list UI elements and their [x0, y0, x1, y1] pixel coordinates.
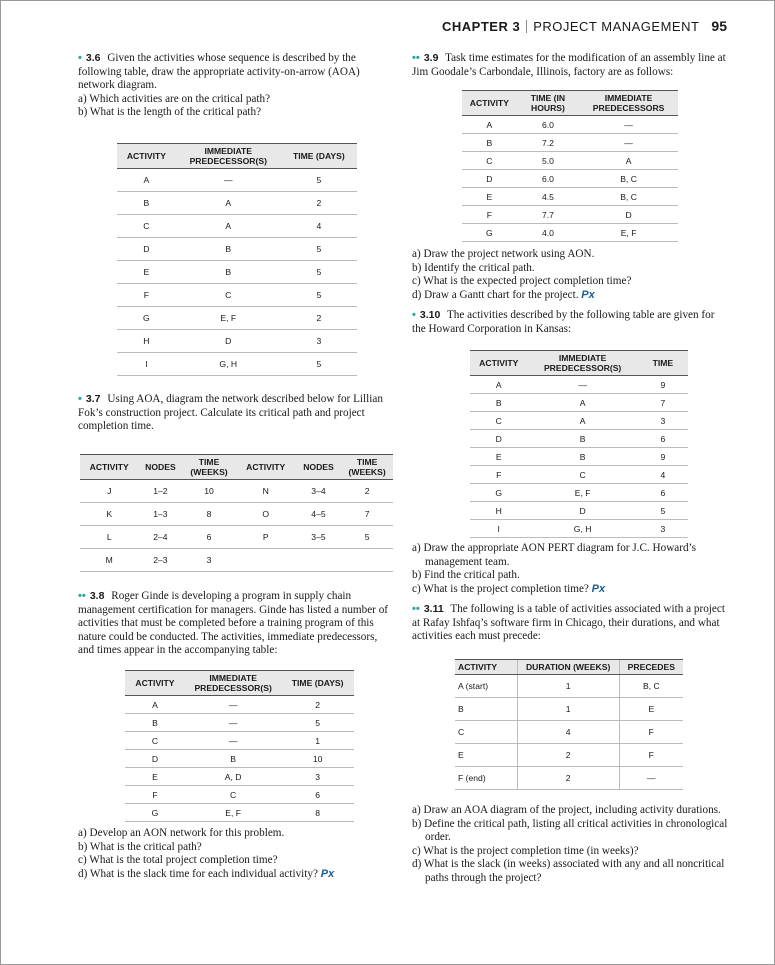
- problem-number: 3.8: [89, 590, 105, 602]
- table-cell: 2–3: [138, 549, 182, 572]
- table-cell: C: [117, 215, 176, 238]
- table-cell: E, F: [176, 307, 281, 330]
- problem-number: 3.11: [423, 603, 444, 615]
- table-cell: 5: [281, 284, 357, 307]
- table-cell: 4–5: [296, 503, 342, 526]
- question-c: c) What is the expected project completion time?: [412, 275, 632, 288]
- question-b: b) What is the critical path?: [78, 840, 202, 853]
- problem-text: The activities described by the following table are given for the Howard Corporation in Kansas:: [412, 309, 715, 335]
- table-row: [455, 675, 683, 698]
- table-row: [470, 448, 688, 466]
- page-number: 95: [711, 18, 727, 34]
- table-cell: D: [527, 502, 637, 520]
- problem-text: The following is a table of activities associated with a project at Rafay Ishfaq’s software firm in Chicago, their durations, and what activities each must precede:: [412, 603, 725, 643]
- table-cell: B: [125, 714, 185, 732]
- question-b: b) Define the critical path, listing all critical activities in chronological order.: [412, 817, 728, 844]
- table-row: [80, 526, 393, 549]
- table-cell: 2: [281, 696, 354, 714]
- problem-text: Using AOA, diagram the network described below for Lillian Fok’s construction project. Calculate its critical path and project completion time.: [78, 393, 383, 433]
- table-cell: A: [527, 412, 637, 430]
- table-row: [117, 307, 357, 330]
- col-header: ACTIVITY: [470, 351, 527, 376]
- table-cell: K: [80, 503, 138, 526]
- table-cell: G: [462, 224, 517, 242]
- col-header: IMMEDIATE PREDECESSOR(S): [527, 351, 637, 376]
- table-cell: 6: [638, 484, 688, 502]
- table-row: [462, 224, 678, 242]
- table-cell: 5: [341, 526, 393, 549]
- col-header: ACTIVITY: [455, 660, 517, 675]
- table-row: [470, 520, 688, 538]
- problem-number: 3.10: [419, 309, 441, 321]
- table-cell: —: [619, 767, 683, 790]
- table-cell: N: [236, 480, 296, 503]
- question-a: a) Develop an AON network for this problem.: [78, 827, 285, 839]
- table-cell: E, F: [579, 224, 678, 242]
- table-row: [462, 170, 678, 188]
- col-header: TIME: [638, 351, 688, 376]
- table-cell: 10: [182, 480, 235, 503]
- table-row: [455, 744, 683, 767]
- table-cell: 1: [281, 732, 354, 750]
- table-cell: A, D: [185, 768, 281, 786]
- difficulty-dots: ••: [78, 590, 86, 602]
- table-row: [462, 152, 678, 170]
- header-divider: [526, 20, 527, 33]
- problem-3-7: [78, 393, 394, 434]
- col-header: ACTIVITY: [80, 455, 138, 480]
- table-row: [80, 480, 393, 503]
- table-row: [470, 466, 688, 484]
- table-row: [455, 698, 683, 721]
- question-a: a) Draw an AOA diagram of the project, including activity durations.: [412, 804, 721, 816]
- table-cell: 1: [517, 698, 619, 721]
- problem-number: 3.6: [85, 52, 101, 64]
- table-cell: E: [619, 698, 683, 721]
- table-cell: G, H: [527, 520, 637, 538]
- table-cell: —: [185, 714, 281, 732]
- table-cell: P: [236, 526, 296, 549]
- table-cell: 9: [638, 448, 688, 466]
- table-cell: 6.0: [517, 170, 579, 188]
- table-row: [117, 261, 357, 284]
- table-row: [117, 284, 357, 307]
- table-cell: M: [80, 549, 138, 572]
- table-cell: B: [176, 238, 281, 261]
- table-cell: A: [125, 696, 185, 714]
- problem-3-10: [412, 309, 728, 336]
- table-row: [125, 768, 354, 786]
- table-cell: D: [125, 750, 185, 768]
- table-cell: H: [470, 502, 527, 520]
- table-cell: A: [176, 215, 281, 238]
- table-cell: A (start): [455, 675, 517, 698]
- problem-number: 3.9: [423, 52, 439, 64]
- table-3-10: [470, 350, 688, 538]
- table-cell: G, H: [176, 353, 281, 376]
- table-cell: [236, 549, 296, 572]
- table-3-6: [117, 143, 357, 376]
- table-cell: 6.0: [517, 116, 579, 134]
- px-icon: Px: [320, 867, 335, 880]
- question-c: c) What is the total project completion time?: [78, 854, 278, 867]
- table-row: [125, 804, 354, 822]
- problem-3-8: [78, 590, 394, 658]
- table-cell: —: [579, 116, 678, 134]
- table-cell: E, F: [527, 484, 637, 502]
- table-cell: D: [117, 238, 176, 261]
- problem-3-9: [412, 52, 728, 79]
- table-cell: 10: [281, 750, 354, 768]
- table-cell: C: [185, 786, 281, 804]
- table-cell: 3: [281, 768, 354, 786]
- table-cell: A: [470, 376, 527, 394]
- difficulty-dots: •: [78, 393, 82, 405]
- table-cell: B, C: [619, 675, 683, 698]
- table-cell: F (end): [455, 767, 517, 790]
- question-d: d) What is the slack (in weeks) associated with any and all noncritical paths through the project?: [412, 858, 725, 884]
- question-d: d) Draw a Gantt chart for the project.: [412, 288, 579, 301]
- px-icon: Px: [581, 288, 595, 301]
- col-header: IMMEDIATE PREDECESSOR(S): [176, 144, 281, 169]
- table-cell: 6: [182, 526, 235, 549]
- question-a: a) Draw the appropriate AON PERT diagram for J.C. Howard’s management team.: [412, 542, 697, 568]
- table-cell: A: [176, 192, 281, 215]
- col-header: ACTIVITY: [462, 91, 517, 116]
- difficulty-dots: •: [412, 309, 416, 321]
- table-cell: O: [236, 503, 296, 526]
- problem-3-9-questions: [412, 248, 728, 302]
- table-cell: 2: [281, 307, 357, 330]
- table-cell: B: [117, 192, 176, 215]
- table-cell: [341, 549, 393, 572]
- table-cell: 4: [638, 466, 688, 484]
- table-cell: 5: [281, 353, 357, 376]
- table-cell: A: [527, 394, 637, 412]
- table-cell: C: [462, 152, 517, 170]
- chapter-label: CHAPTER 3: [442, 19, 521, 34]
- problem-3-11-questions: [412, 804, 728, 886]
- question-c: c) What is the project completion time (in weeks)?: [412, 844, 639, 857]
- table-cell: 7: [638, 394, 688, 412]
- table-cell: 1–3: [138, 503, 182, 526]
- table-row: [80, 549, 393, 572]
- table-cell: 3: [638, 520, 688, 538]
- col-header: ACTIVITY: [125, 671, 185, 696]
- table-cell: L: [80, 526, 138, 549]
- table-cell: E: [125, 768, 185, 786]
- px-icon: Px: [591, 582, 606, 595]
- table-cell: A: [579, 152, 678, 170]
- table-cell: C: [455, 721, 517, 744]
- col-header: NODES: [138, 455, 182, 480]
- table-cell: C: [125, 732, 185, 750]
- table-cell: 3: [638, 412, 688, 430]
- table-cell: 9: [638, 376, 688, 394]
- question-d: d) What is the slack time for each individual activity?: [78, 867, 318, 880]
- table-cell: F: [470, 466, 527, 484]
- chapter-title: PROJECT MANAGEMENT: [533, 19, 700, 34]
- table-cell: 2: [281, 192, 357, 215]
- table-cell: B: [176, 261, 281, 284]
- table-cell: B: [527, 448, 637, 466]
- table-cell: C: [176, 284, 281, 307]
- table-row: [117, 238, 357, 261]
- problem-text: Given the activities whose sequence is described by the following table, draw the appropriate activity-on-arrow (AOA) network diagram.: [78, 52, 360, 92]
- table-cell: —: [185, 696, 281, 714]
- table-cell: F: [117, 284, 176, 307]
- table-cell: 3–4: [296, 480, 342, 503]
- table-row: [117, 169, 357, 192]
- table-3-8: [125, 670, 354, 822]
- table-row: [470, 376, 688, 394]
- table-cell: B, C: [579, 170, 678, 188]
- problem-text: Roger Ginde is developing a program in supply chain management certification for managers. Ginde has listed a number of activities that must be completed before a training program of this nature could be conducted. The activities, immediate predecessors, and times appear in the accompanying table:: [78, 590, 389, 657]
- problem-3-10-questions: [412, 542, 728, 596]
- table-row: [125, 696, 354, 714]
- table-cell: —: [185, 732, 281, 750]
- question-b: b) Identify the critical path.: [412, 261, 535, 274]
- difficulty-dots: •: [78, 52, 82, 64]
- table-cell: 5: [281, 169, 357, 192]
- table-cell: 1–2: [138, 480, 182, 503]
- table-3-11: [455, 659, 683, 790]
- table-cell: —: [176, 169, 281, 192]
- table-cell: 3: [182, 549, 235, 572]
- table-cell: C: [527, 466, 637, 484]
- table-cell: 5: [281, 238, 357, 261]
- table-cell: 5: [281, 714, 354, 732]
- problem-number: 3.7: [85, 393, 101, 405]
- table-cell: D: [462, 170, 517, 188]
- table-cell: B: [470, 394, 527, 412]
- col-header: TIME (DAYS): [281, 144, 357, 169]
- table-cell: E: [462, 188, 517, 206]
- col-header: ACTIVITY: [117, 144, 176, 169]
- table-cell: E: [455, 744, 517, 767]
- table-3-7: [80, 454, 393, 572]
- table-cell: 1: [517, 675, 619, 698]
- table-row: [117, 215, 357, 238]
- table-cell: B: [462, 134, 517, 152]
- table-cell: B: [527, 430, 637, 448]
- col-header: NODES: [296, 455, 342, 480]
- table-cell: 7.7: [517, 206, 579, 224]
- question-a: a) Which activities are on the critical path?: [78, 92, 271, 105]
- table-cell: D: [176, 330, 281, 353]
- col-header: IMMEDIATE PREDECESSOR(S): [185, 671, 281, 696]
- table-row: [125, 714, 354, 732]
- table-cell: 7.2: [517, 134, 579, 152]
- table-row: [125, 732, 354, 750]
- difficulty-dots: ••: [412, 603, 420, 615]
- table-cell: 6: [638, 430, 688, 448]
- table-cell: 2: [517, 744, 619, 767]
- table-cell: E: [117, 261, 176, 284]
- table-row: [117, 353, 357, 376]
- table-cell: 3: [281, 330, 357, 353]
- table-row: [117, 330, 357, 353]
- table-row: [470, 484, 688, 502]
- table-cell: C: [470, 412, 527, 430]
- table-row: [462, 116, 678, 134]
- table-cell: F: [619, 744, 683, 767]
- table-cell: E: [470, 448, 527, 466]
- question-c: c) What is the project completion time?: [412, 582, 589, 595]
- table-cell: 8: [281, 804, 354, 822]
- question-a: a) Draw the project network using AON.: [412, 248, 595, 260]
- table-row: [470, 502, 688, 520]
- table-cell: B: [185, 750, 281, 768]
- table-cell: G: [470, 484, 527, 502]
- table-row: [125, 750, 354, 768]
- table-cell: —: [579, 134, 678, 152]
- table-cell: 5: [281, 261, 357, 284]
- table-row: [80, 503, 393, 526]
- table-cell: H: [117, 330, 176, 353]
- col-header: TIME (WEEKS): [182, 455, 235, 480]
- col-header: TIME (DAYS): [281, 671, 354, 696]
- table-row: [117, 192, 357, 215]
- table-cell: I: [470, 520, 527, 538]
- problem-3-6: [78, 52, 394, 120]
- table-cell: 3–5: [296, 526, 342, 549]
- col-header: PRECEDES: [619, 660, 683, 675]
- question-b: b) Find the critical path.: [412, 569, 520, 582]
- table-cell: 4.0: [517, 224, 579, 242]
- table-cell: B: [455, 698, 517, 721]
- difficulty-dots: ••: [412, 52, 420, 64]
- table-cell: 5: [638, 502, 688, 520]
- table-cell: 4: [517, 721, 619, 744]
- table-cell: —: [527, 376, 637, 394]
- page-header: [442, 18, 727, 34]
- table-cell: D: [579, 206, 678, 224]
- table-cell: G: [125, 804, 185, 822]
- question-b: b) What is the length of the critical path?: [78, 106, 262, 119]
- table-cell: 4: [281, 215, 357, 238]
- table-cell: A: [462, 116, 517, 134]
- table-cell: F: [462, 206, 517, 224]
- table-cell: A: [117, 169, 176, 192]
- table-cell: B, C: [579, 188, 678, 206]
- col-header: TIME (WEEKS): [341, 455, 393, 480]
- table-cell: F: [125, 786, 185, 804]
- table-cell: 8: [182, 503, 235, 526]
- table-row: [462, 134, 678, 152]
- problem-3-11: [412, 603, 728, 644]
- table-cell: 6: [281, 786, 354, 804]
- table-cell: E, F: [185, 804, 281, 822]
- table-cell: 2: [341, 480, 393, 503]
- table-cell: 4.5: [517, 188, 579, 206]
- table-cell: 7: [341, 503, 393, 526]
- table-cell: D: [470, 430, 527, 448]
- table-row: [470, 412, 688, 430]
- table-cell: J: [80, 480, 138, 503]
- table-cell: F: [619, 721, 683, 744]
- problem-text: Task time estimates for the modification of an assembly line at Jim Goodale’s Carbondale, Illinois, factory are as follows:: [412, 52, 726, 78]
- table-cell: 5.0: [517, 152, 579, 170]
- table-3-9: [462, 90, 678, 242]
- table-row: [455, 721, 683, 744]
- table-cell: I: [117, 353, 176, 376]
- table-row: [455, 767, 683, 790]
- col-header: ACTIVITY: [236, 455, 296, 480]
- problem-3-8-questions: [78, 827, 394, 881]
- table-row: [462, 206, 678, 224]
- table-cell: 2–4: [138, 526, 182, 549]
- table-cell: [296, 549, 342, 572]
- table-row: [470, 394, 688, 412]
- table-cell: 2: [517, 767, 619, 790]
- col-header: IMMEDIATE PREDECESSORS: [579, 91, 678, 116]
- col-header: TIME (IN HOURS): [517, 91, 579, 116]
- table-cell: G: [117, 307, 176, 330]
- table-row: [462, 188, 678, 206]
- col-header: DURATION (WEEKS): [517, 660, 619, 675]
- table-row: [125, 786, 354, 804]
- table-row: [470, 430, 688, 448]
